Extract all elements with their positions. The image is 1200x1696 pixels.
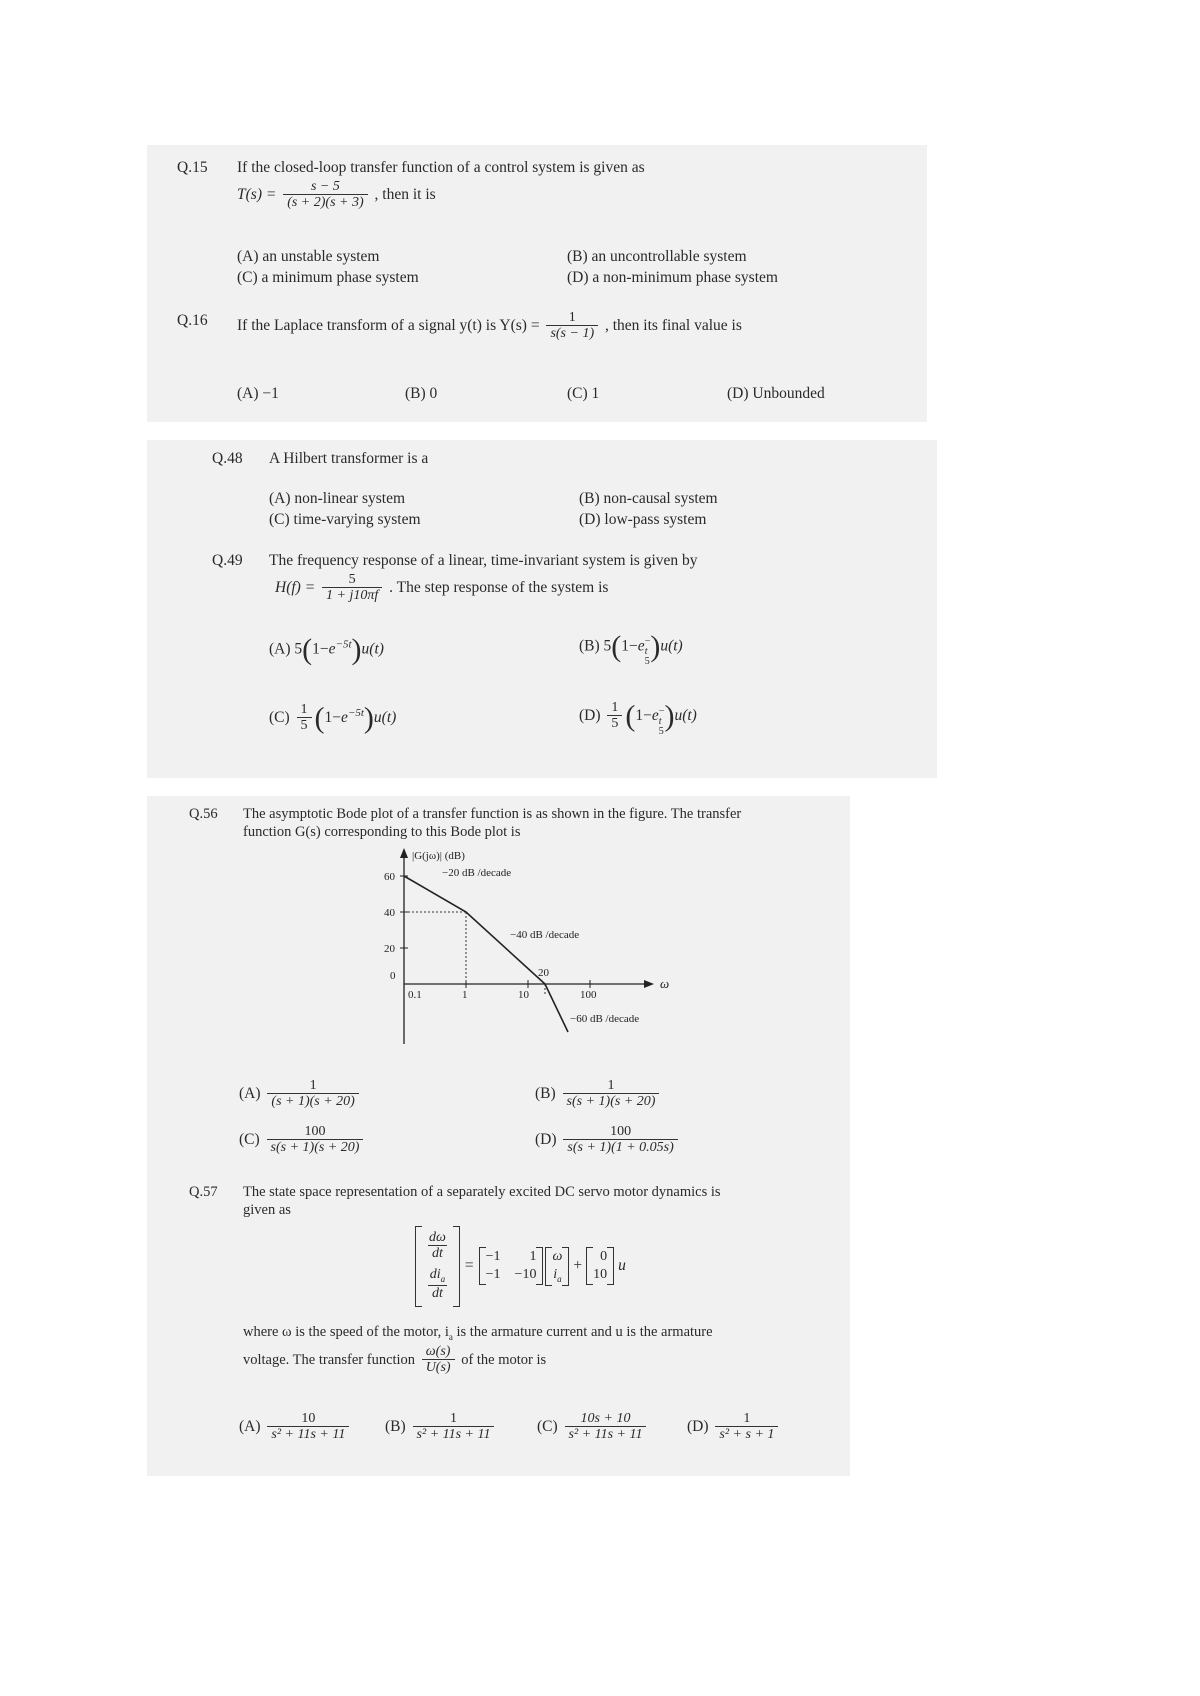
unit-step: u(t): [660, 637, 683, 655]
one: 1: [635, 707, 644, 725]
exp-base: e: [637, 637, 645, 655]
denominator: s(s + 1)(s + 20): [267, 1139, 364, 1157]
option-label: (A): [269, 640, 291, 658]
minus: −: [629, 637, 638, 655]
where-sentence: [243, 1324, 713, 1342]
denominator: s(s + 1)(s + 20): [563, 1093, 660, 1111]
option-d: (D) low-pass system: [579, 511, 707, 528]
denominator: U(s): [422, 1359, 455, 1377]
minus: −: [644, 636, 651, 648]
option-label: (C): [239, 1131, 260, 1149]
option-label: (D): [579, 707, 601, 725]
option-label: (B): [535, 1085, 556, 1103]
subscript: a: [440, 1273, 446, 1284]
unit-step: u(t): [361, 640, 384, 658]
exp-base: e: [341, 709, 348, 727]
where-text: where ω is the speed of the motor, i: [243, 1324, 449, 1340]
option-c: (C) time-varying system: [269, 511, 421, 528]
x-axis-label: ω: [660, 976, 670, 991]
question-panel-q56-q57: [147, 796, 850, 1476]
question-stem: If the closed-loop transfer function of a control system is given as: [237, 159, 645, 176]
numerator: ω(s): [425, 1344, 451, 1359]
question-stem: [237, 310, 742, 343]
matrix-cell: −10: [514, 1267, 537, 1283]
y-axis-arrow: [400, 848, 408, 858]
unit-step: u(t): [373, 709, 397, 727]
option-c: (C) 1: [567, 385, 600, 402]
x-tick-label: 0.1: [408, 989, 422, 1001]
numerator: 1: [309, 1078, 317, 1093]
question-stem: A Hilbert transformer is a: [269, 450, 429, 467]
matrix-cell: 10: [593, 1267, 608, 1283]
bode-plot-figure: [360, 844, 840, 1054]
option-d: (D) a non-minimum phase system: [567, 269, 778, 286]
numerator: 1: [450, 1411, 457, 1426]
voltage-text: voltage. The transfer function: [243, 1351, 416, 1368]
x-tick-label: 10: [518, 989, 529, 1001]
transfer-function-equation: [237, 179, 436, 212]
x-axis-arrow: [644, 980, 654, 988]
denominator: s² + 11s + 11: [267, 1426, 349, 1444]
matrix-cell: ω: [552, 1248, 563, 1264]
exp-den: 5: [644, 656, 650, 668]
exp-den: 5: [658, 726, 664, 737]
denominator: s² + 11s + 11: [565, 1426, 647, 1444]
slope-annotation-40: −40 dB /decade: [510, 929, 580, 941]
option-b: (B) 0: [405, 385, 438, 402]
option-label: (C): [537, 1418, 558, 1436]
option-label: (C): [269, 709, 290, 727]
question-number: Q.56: [189, 806, 218, 822]
option-b: [535, 1078, 662, 1111]
frequency-response-equation: [275, 572, 608, 605]
option-label: (B): [579, 637, 600, 655]
input-matrix-b: [586, 1247, 614, 1285]
denominator: s(s + 1)(1 + 0.05s): [563, 1139, 677, 1157]
fraction: [283, 179, 367, 212]
question-panel-q15-q16: [147, 145, 927, 422]
option-c: [537, 1411, 649, 1444]
state-vector: [545, 1247, 569, 1286]
fraction: [546, 310, 598, 343]
state-derivative-vector: [415, 1226, 460, 1307]
option-a: [239, 1411, 352, 1444]
option-d: [687, 1411, 781, 1444]
option-a: (A) non-linear system: [269, 490, 406, 507]
exp-base: e: [651, 707, 659, 725]
matrix-cell: 0: [600, 1249, 608, 1265]
option-b: [385, 1411, 497, 1444]
option-label: (B): [385, 1418, 406, 1436]
option-label: (A): [239, 1085, 261, 1103]
slope-annotation-20: −20 dB /decade: [442, 867, 512, 879]
minus: −: [643, 707, 652, 725]
fraction: [297, 702, 312, 735]
equation-lhs: T(s) =: [237, 186, 277, 204]
numerator: 100: [304, 1124, 326, 1139]
exp-base: e: [328, 640, 336, 658]
option-label: (D): [687, 1418, 709, 1436]
numerator: s − 5: [310, 179, 340, 194]
option-a: (A) an unstable system: [237, 248, 380, 265]
y-tick-label: 0: [390, 970, 396, 982]
matrix-cell: −1: [485, 1267, 501, 1283]
question-number: Q.16: [177, 312, 208, 329]
equation-tail: , then it is: [374, 186, 436, 204]
subscript: a: [448, 1331, 453, 1342]
fraction: [322, 572, 382, 605]
question-number: Q.48: [212, 450, 243, 467]
denominator: s² + 11s + 11: [413, 1426, 495, 1444]
denominator: s(s − 1): [546, 325, 598, 343]
numerator: 1: [611, 700, 619, 715]
transfer-function-sentence: [243, 1344, 546, 1377]
numerator: 1: [300, 702, 308, 717]
y-tick-label: 20: [384, 943, 395, 955]
option-a: (A) $5(1-e^{-5t})u(t)$: [269, 633, 384, 666]
numerator: di: [429, 1267, 441, 1283]
option-a: (A) −1: [237, 385, 279, 402]
denominator: s² + s + 1: [715, 1426, 778, 1444]
option-d: (D) $\frac{1}{5}$ (1−e − t 5 )u(t): [579, 699, 697, 737]
option-c: [239, 1124, 366, 1157]
option-c: (C) $\frac{1}{5}$ $(1-e^{-5t})u(t)$: [269, 701, 397, 735]
one: 1: [621, 637, 630, 655]
unit-step: u(t): [674, 707, 697, 725]
y-tick-label: 60: [384, 871, 395, 883]
denominator: 5: [297, 717, 312, 735]
bode-asymptote: [404, 876, 568, 1032]
option-b: (B) an uncontrollable system: [567, 248, 747, 265]
denominator: dt: [428, 1245, 447, 1263]
question-stem: The frequency response of a linear, time-invariant system is given by: [269, 552, 698, 569]
option-b: (B) 5(1−e − t 5 )u(t): [579, 630, 683, 668]
exp-num: t: [658, 716, 662, 727]
state-space-equation: $\frac{d\omega}{dt}$ $\frac{di_a}{dt}$ = −1 1 −1 −10 ω $i_a$ + 0 10 u: [415, 1226, 626, 1307]
tf-tail: of the motor is: [461, 1351, 547, 1368]
numerator: 1: [743, 1411, 751, 1426]
numerator: 10s + 10: [580, 1411, 631, 1426]
y-tick-label: 40: [384, 907, 395, 919]
where-tail: is the armature current and u is the armature: [452, 1324, 713, 1340]
fraction: [607, 700, 622, 733]
minus: −: [319, 640, 329, 658]
exponent: −5t: [347, 707, 364, 719]
matrix-cell: 1: [529, 1249, 537, 1265]
minus: −: [332, 709, 342, 727]
exponent: −5t: [335, 638, 352, 651]
stem-tail: , then its final value is: [604, 317, 742, 335]
numerator: 100: [610, 1124, 632, 1139]
option-d: [535, 1124, 681, 1157]
question-stem-line2: given as: [243, 1202, 291, 1218]
option-a: [239, 1078, 362, 1111]
question-number: Q.49: [212, 552, 243, 569]
numerator: 1: [568, 310, 576, 325]
question-number: Q.15: [177, 159, 208, 176]
x-tick-label: 1: [462, 989, 468, 1001]
numerator: dω: [429, 1230, 446, 1245]
numerator: 1: [607, 1078, 615, 1093]
slope-annotation-60: −60 dB /decade: [570, 1013, 640, 1025]
matrix-cell: −1: [485, 1249, 501, 1265]
option-d: (D) Unbounded: [727, 385, 825, 402]
numerator: 5: [348, 572, 356, 587]
equation-lhs: H(f) =: [275, 579, 316, 597]
question-panel-q48-q49: [147, 440, 937, 778]
option-b: (B) non-causal system: [579, 490, 718, 507]
matrix-cell: i: [553, 1266, 558, 1282]
minus: −: [658, 706, 665, 717]
exp-num: t: [644, 646, 648, 658]
input-symbol: u: [618, 1257, 626, 1275]
subscript: a: [557, 1273, 562, 1284]
question-stem-line2: function G(s) corresponding to this Bode plot is: [243, 824, 521, 840]
coefficient: 5: [603, 637, 612, 655]
y-axis-label: |G(jω)| (dB): [412, 850, 465, 862]
question-stem-line1: The asymptotic Bode plot of a transfer function is as shown in the figure. The transfer: [243, 806, 742, 822]
state-matrix-a: [479, 1247, 544, 1285]
coefficient: 5: [294, 640, 303, 658]
numerator: 10: [301, 1411, 316, 1426]
equation-tail: . The step response of the system is: [389, 579, 609, 597]
question-number: Q.57: [189, 1184, 218, 1200]
corner-label-20: 20: [538, 967, 549, 979]
one: 1: [324, 709, 333, 727]
option-label: (A): [239, 1418, 261, 1436]
option-c: (C) a minimum phase system: [237, 269, 419, 286]
denominator: (s + 2)(s + 3): [283, 194, 367, 212]
question-stem-line1: The state space representation of a separately excited DC servo motor dynamics is: [243, 1184, 721, 1200]
x-tick-label: 100: [580, 989, 597, 1001]
denominator: 5: [607, 715, 622, 733]
one: 1: [312, 640, 320, 658]
denominator: (s + 1)(s + 20): [267, 1093, 358, 1111]
denominator: 1 + j10πf: [322, 587, 382, 605]
stem-text: If the Laplace transform of a signal y(t) is Y(s) =: [237, 317, 540, 335]
option-label: (D): [535, 1131, 557, 1149]
denominator: dt: [428, 1285, 447, 1303]
